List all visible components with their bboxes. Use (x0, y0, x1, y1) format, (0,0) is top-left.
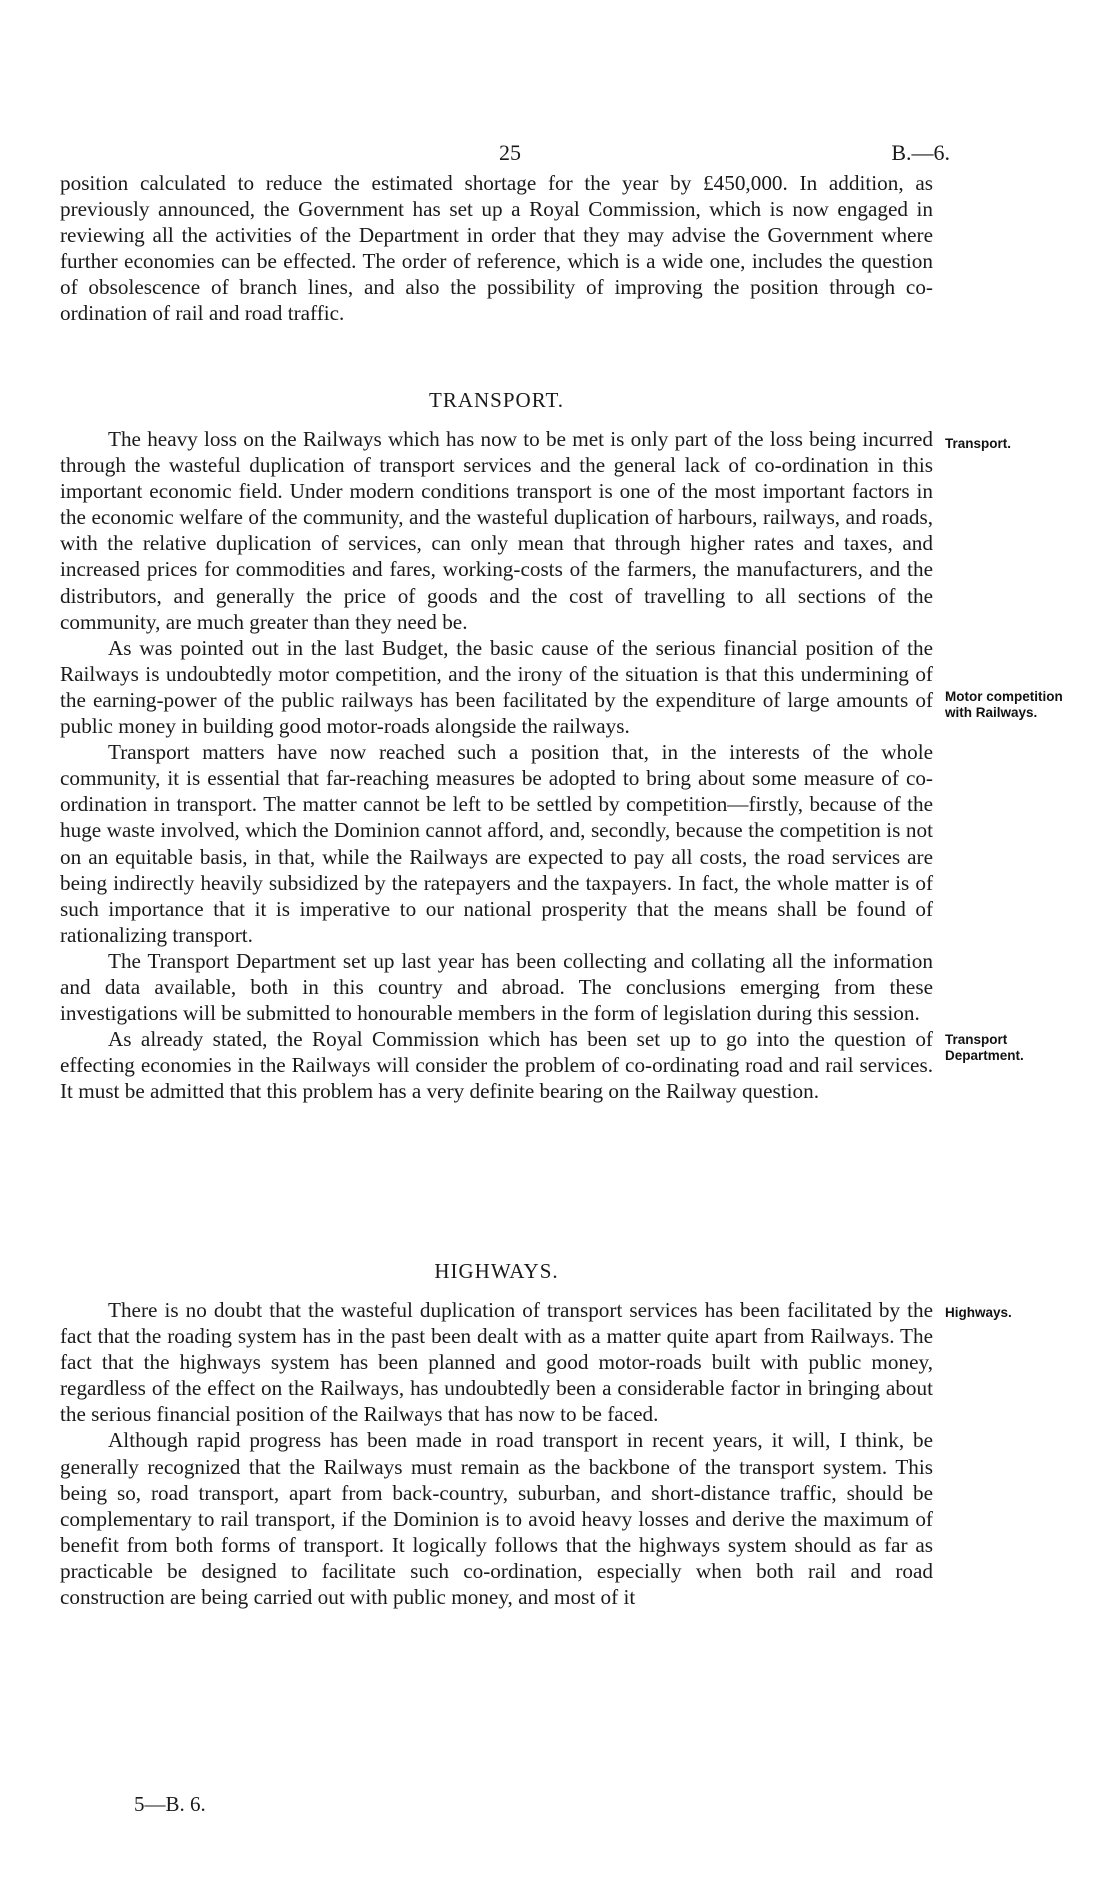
transport-paragraph: As was pointed out in the last Budget, the basic cause of the serious financial position of the Railways is undoubtedly motor competition, and the irony of the situation is that this undermining of the earning-power of the public railways has been facilitated by the expenditure of large amounts of public money in building good motor-roads alongside the railways. (60, 635, 933, 739)
transport-paragraph: The heavy loss on the Railways which has now to be met is only part of the loss being incurred through the wasteful duplication of transport services and the general lack of co-ordination in this important economic field. Under modern conditions transport is one of the most important factors in the economic welfare of the community, and the wasteful duplication of harbours, railways, and roads, with the relative duplication of services, can only mean that through higher rates and taxes, and increased prices for commodities and fares, working-costs of the farmers, the manufacturers, and the distributors, and generally the price of goods and the cost of travelling to all sections of the community, are much greater than they need be. (60, 427, 933, 634)
transport-paragraph: The Transport Department set up last year has been collecting and collating all the information and data available, both in this country and abroad. The conclusions emerging from these investigations will be submitted to honourable members in the form of legislation during this session. (60, 948, 933, 1026)
margin-note-highways: Highways. (945, 1305, 1012, 1320)
margin-note-transport-department (945, 1032, 1095, 1064)
transport-section (60, 426, 933, 1104)
margin-note-motor-competition (945, 689, 1095, 721)
intro-section (60, 170, 933, 327)
transport-paragraph: Transport matters have now reached such a position that, in the interests of the whole community, it is essential that far-reaching measures be adopted to bring about some measure of co-ordination in transport. The matter cannot be left to be settled by competition—firstly, because of the huge waste involved, which the Dominion cannot afford, and, secondly, because the competition is not on an equitable basis, in that, while the Railways are expected to pay all costs, the road services are being indirectly heavily subsidized by the ratepayers and the taxpayers. In fact, the whole matter is of such importance that it is imperative to our national prosperity that the means shall be found of rationalizing transport. (60, 740, 933, 947)
highways-heading: HIGHWAYS. (434, 1259, 559, 1283)
highways-paragraph: Although rapid progress has been made in road transport in recent years, it will, I think, be generally recognized that the Railways must remain as the backbone of the transport system. This being so, road transport, apart from back-country, suburban, and short-distance traffic, should be complementary to rail transport, if the Dominion is to avoid heavy losses and derive the maximum of benefit from both forms of transport. It logically follows that the highways system should as far as practicable be designed to facilitate such co-ordination, especially when both rail and road construction are being carried out with public money, and most of it (60, 1428, 933, 1610)
margin-note-line: with Railways. (945, 705, 1038, 720)
margin-note-line: Transport (945, 1032, 1008, 1047)
highways-section (60, 1297, 933, 1610)
intro-paragraph: position calculated to reduce the estimated shortage for the year by £450,000. In addition, as previously announced, the Government has set up a Royal Commission, which is now engaged in reviewing all the activities of the Department in order that they may advise the Government where further economies can be effected. The order of reference, which is a wide one, includes the question of obsolescence of branch lines, and also the possibility of improving the position through co-ordination of rail and road traffic. (60, 171, 933, 326)
document-reference: B.—6. (891, 140, 950, 165)
footer-signature: 5—B. 6. (134, 1792, 206, 1816)
margin-note-line: Motor competition (945, 689, 1063, 704)
margin-note-transport: Transport. (945, 436, 1012, 451)
page-number: 25 (499, 140, 521, 165)
highways-paragraph: There is no doubt that the wasteful duplication of transport services has been facilitated by the fact that the roading system has in the past been dealt with as a matter quite apart from Railways. The fact that the highways system has been planned and good motor-roads built with public money, regardless of the effect on the Railways, has undoubtedly been a considerable factor in bringing about the serious financial position of the Railways that has now to be faced. (60, 1298, 933, 1427)
transport-heading: TRANSPORT. (429, 388, 564, 412)
margin-note-line: Department. (945, 1048, 1024, 1063)
transport-paragraph: As already stated, the Royal Commission which has been set up to go into the question of effecting economies in the Railways will consider the problem of co-ordinating road and rail services. It must be admitted that this problem has a very definite bearing on the Railway question. (60, 1027, 933, 1104)
